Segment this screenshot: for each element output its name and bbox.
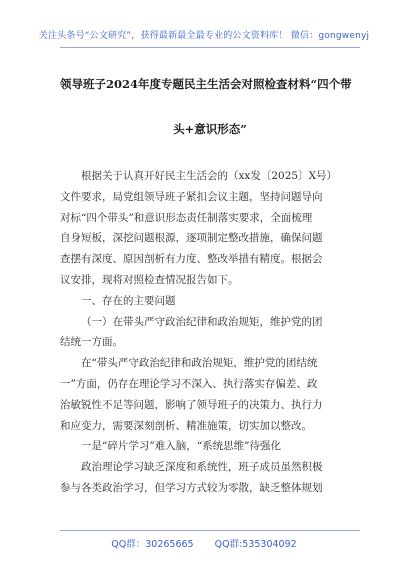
body-line: 议安排，现将对照检查情况报告如下。: [60, 273, 239, 286]
body-line: 在“带头严守政治纪律和政治规矩，维护党的团结统: [81, 357, 318, 370]
header-divider: [60, 47, 360, 48]
body-line: 对标“四个带头”和意识形态责任制落实要求，全面梳理: [60, 211, 313, 224]
body-line: 结统一方面。: [60, 336, 123, 349]
header-promo-note: 关注头条号“公文研究”，获得最新最全最专业的公文资料库！ 微信：gongwenyj: [38, 31, 370, 41]
footer-qq-group-2: QQ群:535304092: [214, 539, 297, 550]
body-line: 和应变力，需要深刻剖析、精准施策，切实加以整改。: [60, 419, 312, 432]
document-title-line-1: 领导班子2024年度专题民主生活会对照检查材料“四个带: [60, 77, 352, 91]
body-line: 根据关于认真开好民主生活会的（xx发〔2025〕X号）: [81, 170, 338, 182]
body-line: 文件要求，局党组领导班子紧扣会议主题，坚持问题导向: [60, 190, 323, 203]
document-body: [60, 166, 360, 499]
body-line: 政治理论学习缺乏深度和系统性，班子成员虽然积极: [81, 461, 323, 474]
footer-contacts: [0, 536, 408, 550]
body-line: 参与各类政治学习，但学习方式较为零散，缺乏整体规划: [60, 481, 323, 494]
body-line: 查摆有深度、原因剖析有力度、整改举措有精度。根据会: [60, 253, 323, 266]
subsection-heading: （一）在带头严守政治纪律和政治规矩，维护党的团: [81, 315, 323, 328]
section-heading: 一、存在的主要问题: [81, 294, 176, 307]
body-line: 自身短板，深挖问题根源，逐项制定整改措施，确保问题: [60, 232, 323, 245]
body-line: 一”方面，仍存在理论学习不深入、执行落实存偏差、政: [60, 377, 318, 390]
footer-divider: [60, 530, 360, 531]
body-line: 治敏锐性不足等问题，影响了领导班子的决策力、执行力: [60, 398, 323, 411]
point-heading: 一是“碎片学习”难入脑，“系统思维”待强化: [81, 440, 281, 453]
footer-qq-group-1: QQ群：30265665: [111, 539, 194, 550]
document-title-line-2: 头+意识形态”: [173, 122, 247, 136]
